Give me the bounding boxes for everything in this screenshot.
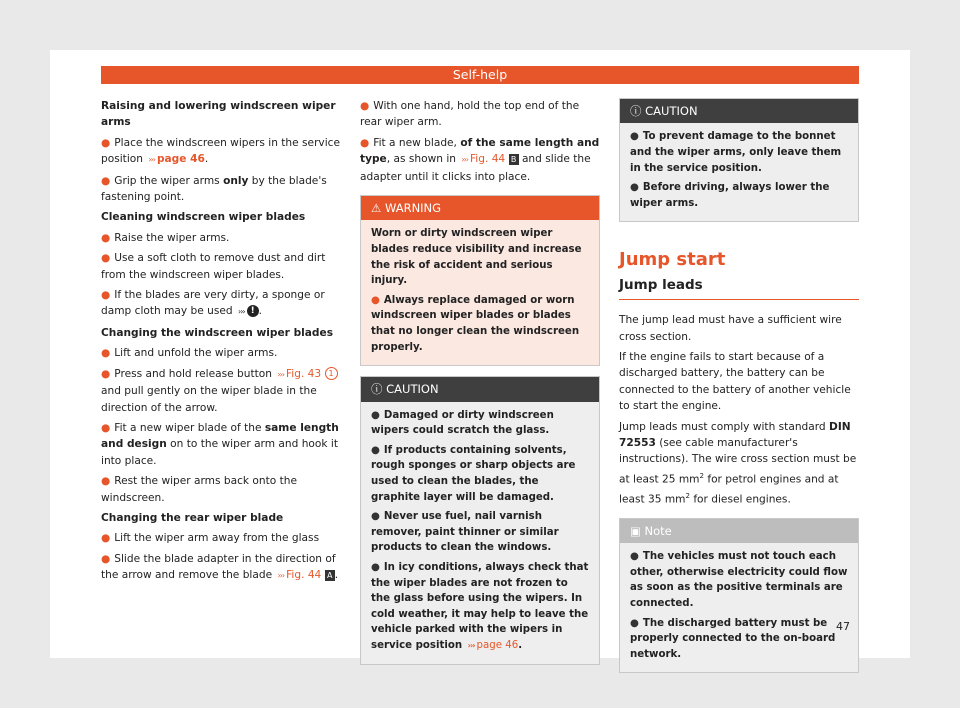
bullet-icon: ●: [630, 182, 639, 194]
note-box-header: ▣ Note: [620, 519, 858, 543]
heading-raising-wipers: Raising and lowering windscreen wiper arms: [101, 100, 336, 129]
list-item: ● Raise the wiper arms.: [101, 231, 230, 244]
caution-box-header: ⓘ CAUTION: [361, 377, 599, 401]
chevron-link-icon: ›››: [467, 640, 475, 650]
bullet-icon: ●: [101, 174, 111, 187]
warning-box-header: ⚠ WARNING: [361, 196, 599, 220]
bullet-icon: ●: [371, 294, 380, 306]
caution-box-body: [361, 402, 599, 664]
heading-rear-blade: Changing the rear wiper blade: [101, 511, 284, 524]
warning-box-body: [361, 220, 599, 365]
caution-item: ● To prevent damage to the bonnet and the wiper arms, only leave them in the service position.: [630, 131, 842, 174]
list-item: ● Use a soft cloth to remove dust and dirt from the windscreen wiper blades.: [101, 252, 326, 281]
figure-link[interactable]: Fig. 44: [286, 569, 322, 582]
note-box-body: [620, 543, 858, 672]
chevron-link-icon: ›››: [238, 307, 245, 317]
figure-part-badge: A: [325, 570, 335, 581]
chevron-link-icon: ›››: [277, 369, 284, 379]
list-item: ● Fit a new wiper blade of the same length and design on to the wiper arm and hook it into place.: [101, 421, 339, 467]
list-item: ● Lift the wiper arm away from the glass: [101, 532, 320, 545]
caution-box: [619, 98, 859, 222]
note-item: ● The vehicles must not touch each other, otherwise electricity could flow as soon as the positive terminals are connected.: [630, 551, 848, 609]
bullet-icon: ●: [101, 421, 111, 434]
list-item: ● Slide the blade adapter in the direction of the arrow and remove the blade ››› Fig. 44 A .: [101, 552, 339, 582]
warning-triangle-icon: ⚠: [371, 201, 382, 216]
bullet-icon: ●: [101, 367, 111, 380]
warning-item: Worn or dirty windscreen wiper blades reduce visibility and increase the risk of accident and serious injury.: [371, 228, 582, 287]
page-link[interactable]: page 46: [476, 639, 519, 651]
note-item: ● The discharged battery must be properly connected to the on-board network.: [630, 617, 836, 660]
figure-part-badge: B: [509, 154, 519, 165]
list-item: ● Lift and unfold the wiper arms.: [101, 347, 278, 360]
list-item: ● Grip the wiper arms only by the blade's fastening point.: [101, 174, 327, 204]
bullet-icon: ●: [371, 561, 380, 573]
caution-item: ● If products containing solvents, rough sponges or sharp objects are used to clean the blades, the graphite layer will be damaged.: [371, 444, 576, 503]
list-item: ● Place the windscreen wipers in the service position ››› page 46.: [101, 136, 340, 166]
page-number: 47: [836, 620, 850, 633]
bullet-icon: ●: [101, 532, 111, 545]
bullet-icon: ●: [371, 409, 380, 421]
chevron-link-icon: ›››: [461, 155, 468, 165]
bullet-icon: ●: [101, 552, 111, 565]
figure-link[interactable]: Fig. 43: [285, 367, 322, 380]
caution-box-body: [620, 123, 858, 221]
bullet-icon: ●: [360, 136, 370, 149]
bullet-icon: ●: [101, 347, 111, 360]
note-icon: ▣: [630, 523, 641, 538]
bullet-icon: ●: [101, 475, 111, 488]
chevron-link-icon: ›››: [148, 155, 155, 165]
caution-item: ● Damaged or dirty windscreen wipers could scratch the glass.: [371, 409, 554, 437]
list-item: ● With one hand, hold the top end of the rear wiper arm.: [360, 100, 580, 129]
bullet-icon: ●: [630, 131, 639, 143]
chevron-link-icon: ›››: [277, 571, 285, 581]
note-box: [619, 518, 859, 674]
info-circle-icon: ⓘ: [630, 104, 642, 118]
list-item: ● If the blades are very dirty, a sponge or damp cloth may be used ››› ! .: [101, 289, 325, 318]
figure-link[interactable]: Fig. 44: [469, 153, 506, 166]
bullet-icon: ●: [630, 551, 639, 563]
info-circle-icon: ⓘ: [371, 382, 383, 397]
bullet-icon: ●: [371, 511, 380, 523]
caution-item: ● Before driving, always lower the wiper arms.: [630, 182, 830, 209]
section-title: Jump start: [619, 249, 726, 271]
section-header: Self-help: [101, 66, 859, 84]
list-item: ● Rest the wiper arms back onto the windscreen.: [101, 475, 298, 504]
bullet-icon: ●: [101, 136, 111, 149]
heading-changing-blades: Changing the windscreen wiper blades: [101, 326, 334, 339]
paragraph: If the engine fails to start because of a discharged battery, the battery can be connected to the battery of another vehicle to start the engine.: [619, 351, 851, 413]
column-3: [619, 98, 859, 683]
bullet-icon: ●: [630, 617, 639, 629]
warning-item: ● Always replace damaged or worn windscreen wiper blades or blades that no longer clean the windscreen properly.: [371, 294, 580, 353]
bullet-icon: ●: [101, 289, 111, 302]
bullet-icon: ●: [371, 444, 380, 456]
page-link[interactable]: page 46: [156, 153, 205, 166]
list-item: ● Press and hold release button ››› Fig. 43 1 and pull gently on the wiper blade in the direction of the arrow.: [101, 366, 341, 416]
paragraph: The jump lead must have a sufficient wire cross section.: [619, 314, 842, 343]
caution-box: [360, 376, 600, 664]
column-2: [360, 98, 600, 675]
section-subtitle: Jump leads: [619, 273, 859, 300]
caution-item: ● In icy conditions, always check that the wiper blades are not frozen to the glass before using the wipers. In cold weather, it may help to leave the vehicle parked with the wipers in service position ››› page 46.: [371, 561, 589, 651]
paragraph: Jump leads must comply with standard DIN 72553 (see cable manufacturer's instructions). The wire cross section must be at least 25 $mm^2$ for petrol engines and at least 35 $mm^2$ for diesel engines.: [619, 420, 857, 506]
caution-box-header: ⓘ CAUTION: [620, 99, 858, 123]
list-item: ● Fit a new blade, of the same length and type, as shown in ››› Fig. 44 B and slide the adapter until it clicks into place.: [360, 136, 600, 183]
caution-item: ● Never use fuel, nail varnish remover, paint thinner or similar products to clean the windows.: [371, 511, 559, 554]
warning-ref-icon[interactable]: !: [247, 305, 259, 317]
warning-box: [360, 195, 600, 366]
bullet-icon: ●: [360, 100, 370, 112]
callout-number-badge: 1: [325, 367, 338, 380]
heading-cleaning-blades: Cleaning windscreen wiper blades: [101, 211, 306, 224]
bullet-icon: ●: [101, 231, 111, 244]
column-1: [101, 98, 341, 589]
bullet-icon: ●: [101, 252, 111, 265]
